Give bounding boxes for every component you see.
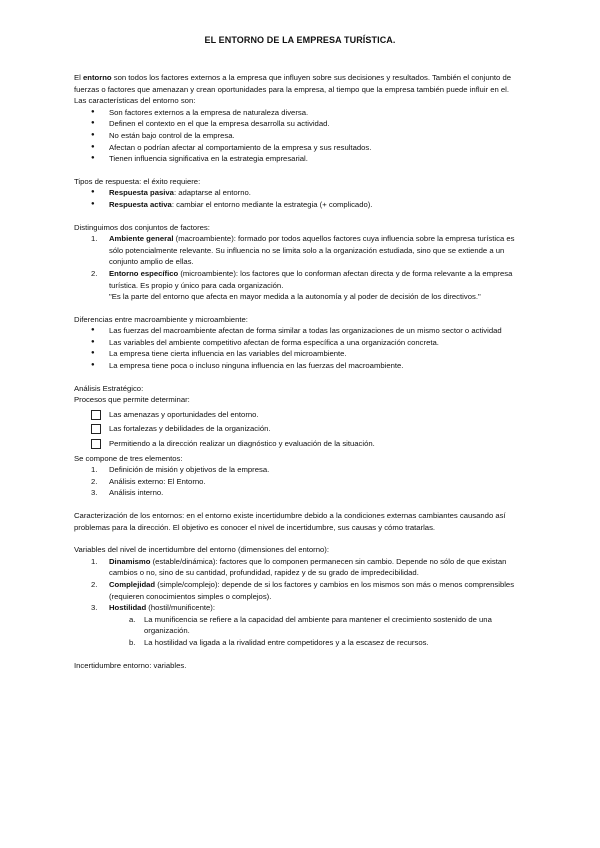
- list-item: ● Las fuerzas del macroambiente afectan de forma similar a todas las organizaciones de un mismo sector o actividad: [74, 325, 530, 337]
- list-item: 1. Ambiente general (macroambiente): formado por todos aquellos factores cuya influencia sobre la empresa turística es sólo potencialmente relevante. Su influencia no se limita solo a la organización estudiada, sino que se extiende a un conjunto amplio de ellas.: [91, 234, 515, 267]
- caracteristicas-list: [74, 107, 530, 165]
- list-item: ● Son factores externos a la empresa de naturaleza diversa.: [74, 107, 530, 119]
- intro-paragraph: El entorno son todos los factores externos a la empresa que influyen sobre sus decisiones y resultados. También el conjunto de fuerzas o factores que amenazan y crean oportunidades para la empresa, al tiempo que la empresa también puede influir en el.: [74, 73, 512, 94]
- analisis-heading: Análisis Estratégico:: [74, 383, 144, 393]
- quote: "Es la parte del entorno que afecta en mayor medida a la autonomía y al poder de decisión de los directivos.": [109, 292, 481, 302]
- list-item: ● Definen el contexto en el que la empresa desarrolla su actividad.: [74, 118, 530, 130]
- checkbox-icon[interactable]: [91, 439, 101, 449]
- hostilidad-sublist: [74, 614, 530, 649]
- list-item: ● Respuesta pasiva: adaptarse al entorno.: [74, 187, 530, 199]
- document-body: [74, 72, 530, 671]
- list-item: ● Afectan o podrían afectar al comportamiento de la empresa y sus resultados.: [74, 142, 530, 154]
- diferencias-heading: Diferencias entre macroambiente y microambiente:: [74, 314, 248, 324]
- footer-note: Incertidumbre entorno: variables.: [74, 660, 187, 670]
- diferencias-list: [74, 325, 530, 371]
- respuesta-list: [74, 187, 530, 210]
- checklist-item: Las amenazas y oportunidades del entorno.: [74, 409, 530, 421]
- list-item: a. La munificencia se refiere a la capacidad del ambiente para mantener el crecimiento sostenido de una organización.: [129, 614, 492, 636]
- list-item: 1. Definición de misión y objetivos de la empresa.: [91, 465, 270, 475]
- caracteristicas-heading: Las características del entorno son:: [74, 96, 196, 106]
- list-item: 2. Complejidad (simple/complejo): depende de si los factores y cambios en los mismos son más o menos comprensibles (requieren conocimientos simples o complejos).: [91, 579, 515, 601]
- variables-list: [74, 556, 530, 614]
- list-item: 2. Análisis externo: El Entorno.: [91, 476, 206, 486]
- list-item: b. La hostilidad va ligada a la rivalidad entre competidores y a la escasez de recursos.: [129, 637, 429, 647]
- checklist-item: Las fortalezas y debilidades de la organización.: [74, 423, 530, 435]
- list-item: ● Respuesta activa: cambiar el entorno mediante la estrategia (+ complicado).: [74, 199, 530, 211]
- list-item: ● Las variables del ambiente competitivo afectan de forma específica a una organización concreta.: [74, 337, 530, 349]
- list-item: ● Tienen influencia significativa en la estrategia empresarial.: [74, 153, 530, 165]
- list-item: ● No están bajo control de la empresa.: [74, 130, 530, 142]
- checkbox-icon[interactable]: [91, 424, 101, 434]
- list-item: 1. Dinamismo (estable/dinámica): factores que lo componen permanecen sin cambio. Depende no sólo de que existan cambios o no, sino de su cantidad, profundidad, rapidez y de su grado de impredecibilidad.: [91, 556, 507, 578]
- procesos-heading: Procesos que permite determinar:: [74, 395, 190, 405]
- checkbox-icon[interactable]: [91, 410, 101, 420]
- checklist-item: Permitiendo a la dirección realizar un diagnóstico y evaluación de la situación.: [74, 438, 530, 450]
- list-item: ● La empresa tiene poca o incluso ninguna influencia en las fuerzas del macroambiente.: [74, 360, 530, 372]
- respuesta-heading: Tipos de respuesta: el éxito requiere:: [74, 176, 201, 186]
- elementos-list: [74, 464, 530, 499]
- conjuntos-list: [74, 233, 530, 303]
- list-item: 3. Análisis interno.: [91, 488, 164, 498]
- list-item: 3. Hostilidad (hostil/munificente):: [91, 603, 215, 613]
- variables-heading: Variables del nivel de incertidumbre del entorno (dimensiones del entorno):: [74, 545, 329, 555]
- elementos-heading: Se compone de tres elementos:: [74, 453, 183, 463]
- intro-bold-term: entorno: [82, 73, 112, 82]
- document-title: EL ENTORNO DE LA EMPRESA TURÍSTICA.: [204, 35, 396, 45]
- list-item: 2. Entorno específico (microambiente): los factores que lo conforman afectan directa y de forma relevante a la empresa turística. Es propio y único para cada organización. "Es la parte del entorno que afecta en mayor medida a la autonomía y al poder de decisión de los directivos.": [91, 268, 513, 302]
- conjuntos-heading: Distinguimos dos conjuntos de factores:: [74, 222, 210, 232]
- list-item: ● La empresa tiene cierta influencia en las variables del microambiente.: [74, 348, 530, 360]
- procesos-checklist: [74, 409, 530, 450]
- caracterizacion-paragraph: Caracterización de los entornos: en el entorno existe incertidumbre debido a la condiciones externas cambiantes causando así problemas para la dirección. El objetivo es conocer el nivel de incertidumbre, sus causas y cómo tratarlas.: [74, 511, 506, 532]
